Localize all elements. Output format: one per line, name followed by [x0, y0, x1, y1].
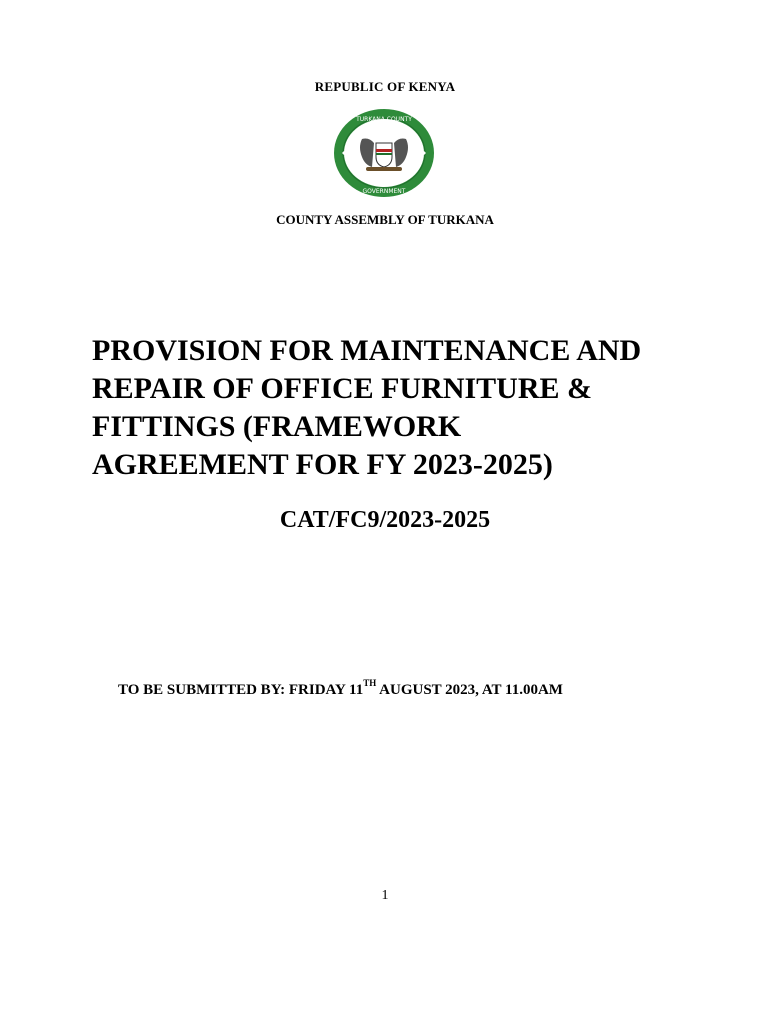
page-number: 1 [381, 888, 389, 903]
title-line: REPAIR OF OFFICE FURNITURE & [92, 372, 592, 405]
deadline-prefix: TO BE SUBMITTED BY: FRIDAY 11 [118, 682, 364, 698]
deadline-suffix: AUGUST 2023, AT 11.00AM [376, 682, 563, 698]
title-line: AGREEMENT FOR FY 2023-2025) [92, 448, 553, 481]
document-title [92, 332, 692, 484]
republic-heading: REPUBLIC OF KENYA [314, 79, 456, 94]
seal-text-bottom: GOVERNMENT [362, 188, 406, 195]
tender-reference: CAT/FC9/2023-2025 [279, 507, 491, 533]
title-line: PROVISION FOR MAINTENANCE AND [92, 334, 642, 367]
turkana-county-seal-icon [332, 107, 436, 199]
title-line: FITTINGS (FRAMEWORK [92, 410, 462, 443]
submission-deadline [118, 680, 738, 699]
deadline-superscript: TH [363, 678, 377, 688]
assembly-heading: COUNTY ASSEMBLY OF TURKANA [276, 212, 494, 227]
seal-text-top: TURKANA COUNTY [356, 116, 412, 123]
